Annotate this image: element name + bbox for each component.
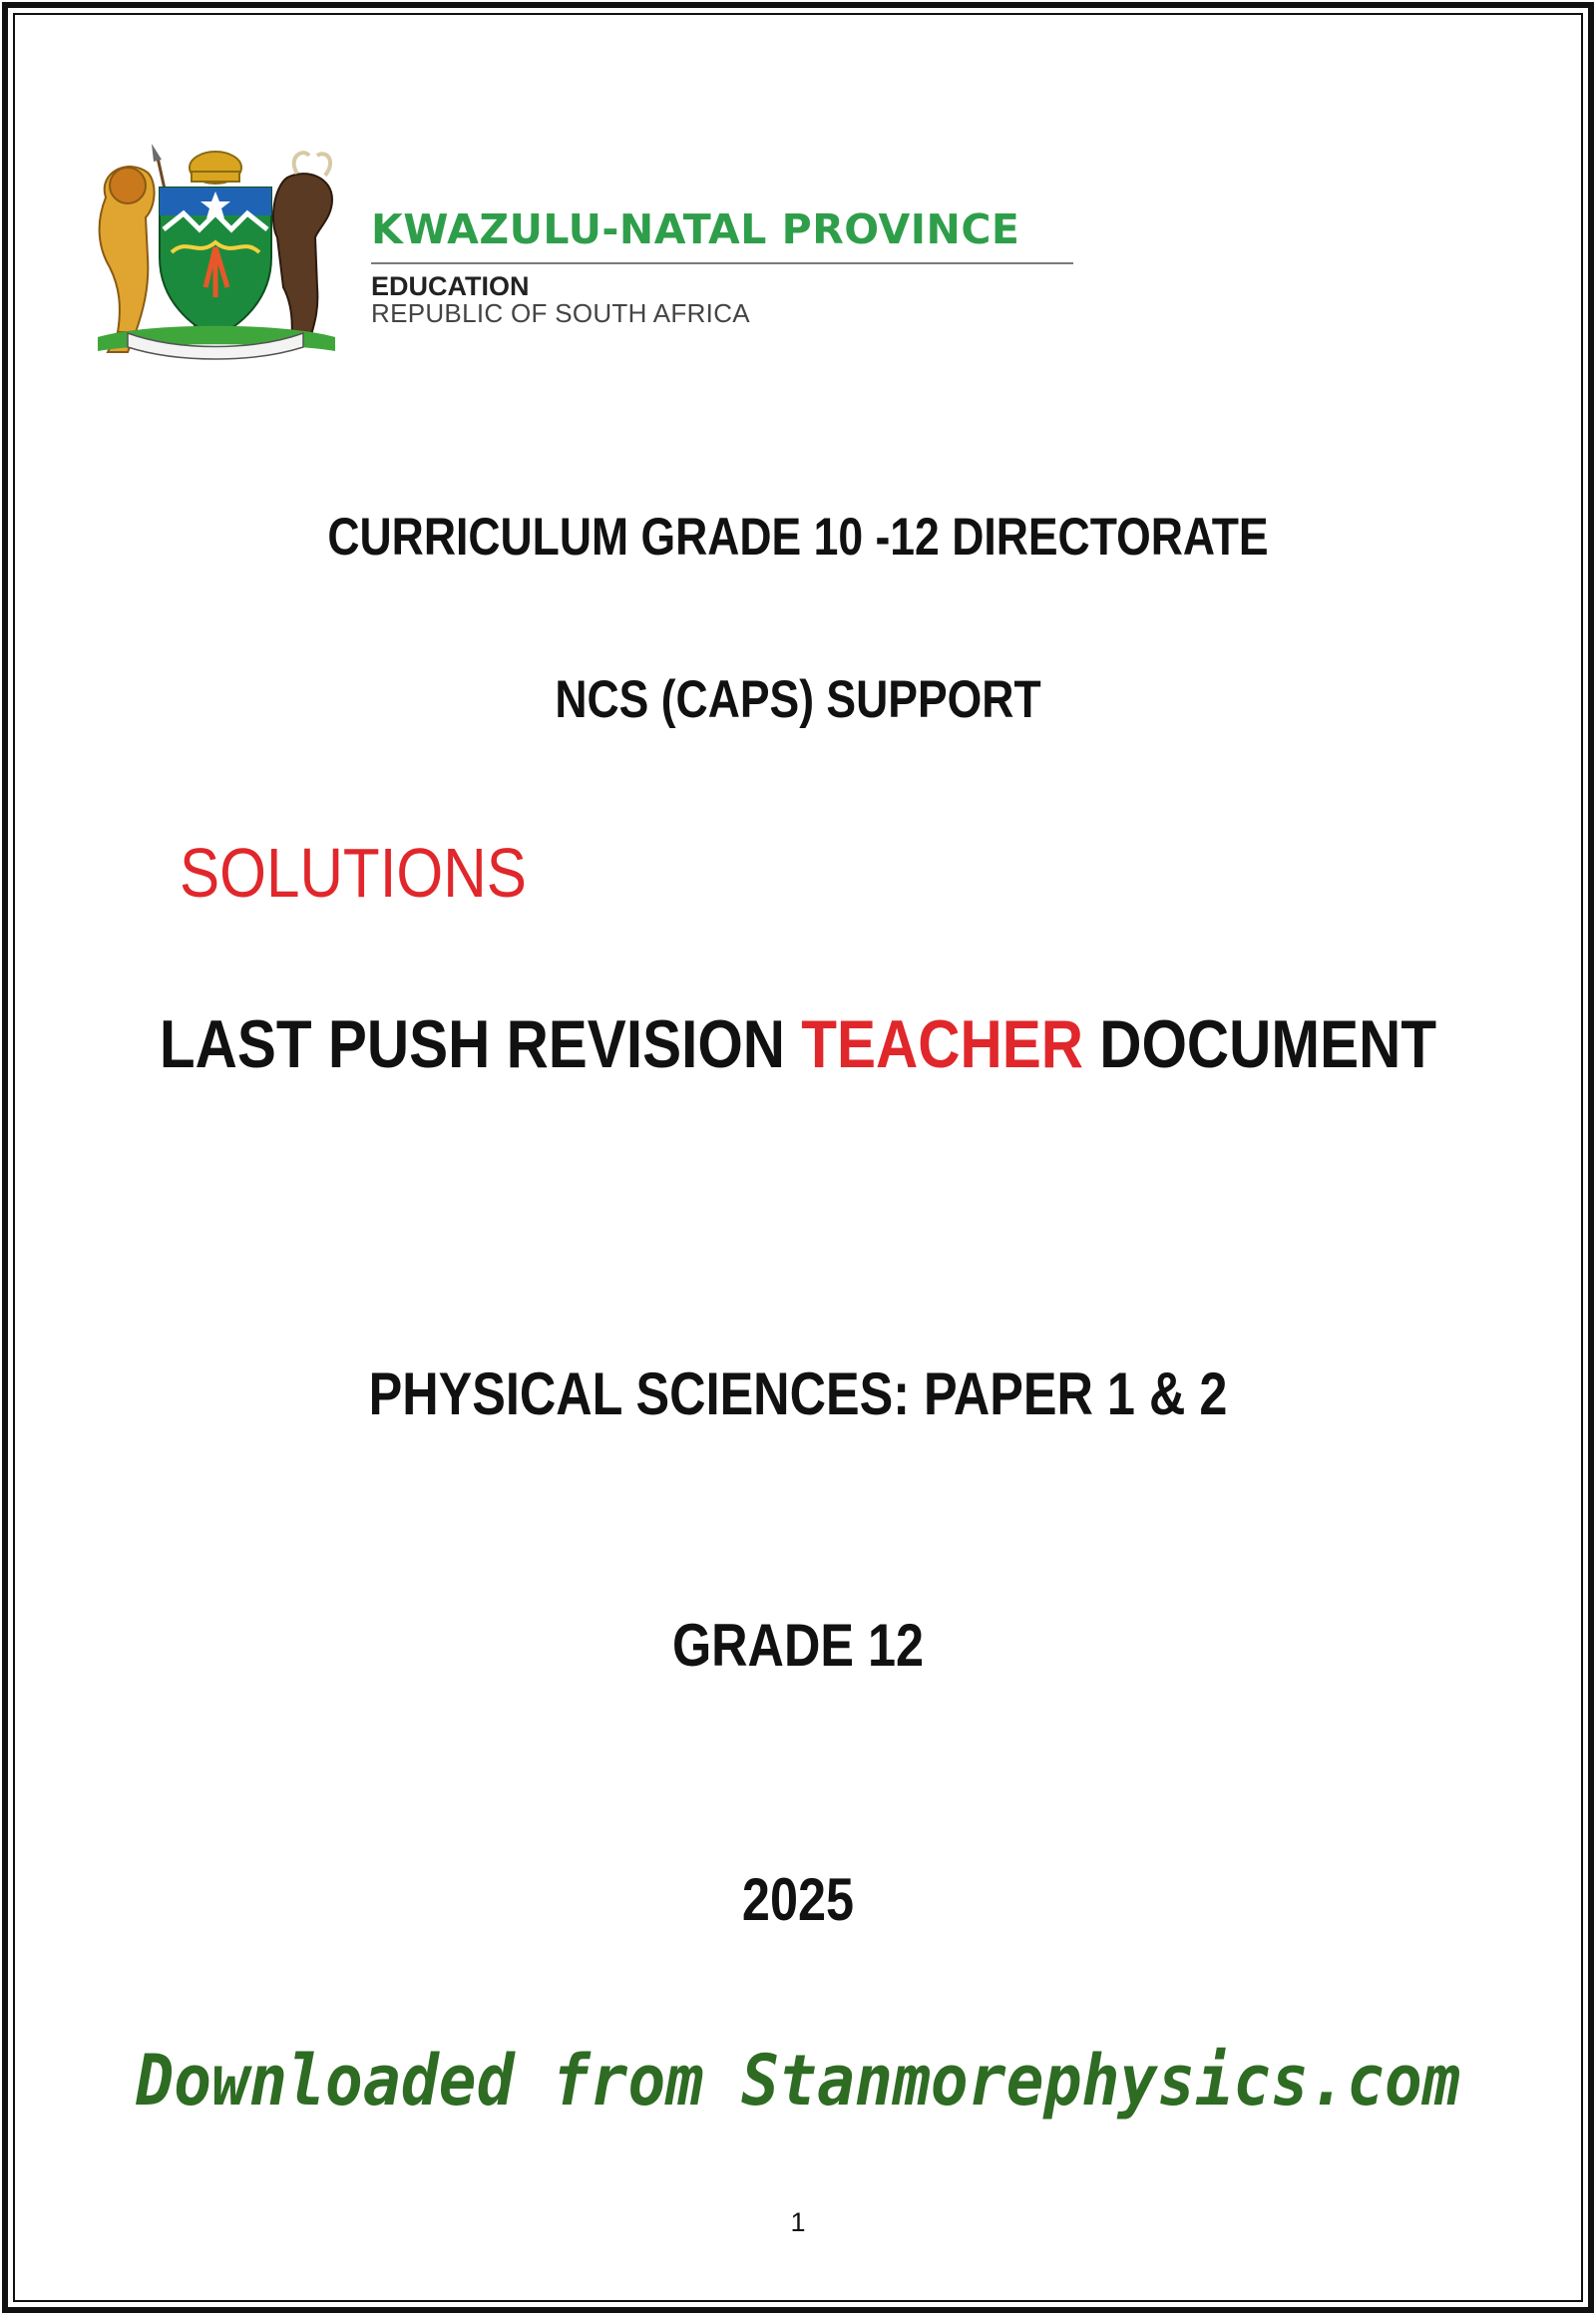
support-heading: NCS (CAPS) SUPPORT	[555, 670, 1041, 729]
download-watermark: Downloaded from Stanmorephysics.com	[136, 2040, 1460, 2122]
page-number: 1	[790, 2207, 806, 2237]
department-name: EDUCATION	[371, 271, 530, 301]
lion-supporter	[100, 167, 155, 352]
coat-of-arms-logo	[88, 138, 343, 367]
country-name: REPUBLIC OF SOUTH AFRICA	[371, 298, 750, 329]
year-heading: 2025	[741, 1866, 855, 1933]
department-logo-text	[371, 205, 1075, 329]
buffalo-supporter	[273, 153, 332, 342]
spear-tip	[152, 144, 162, 162]
subject-heading: PHYSICAL SCIENCES: PAPER 1 & 2	[368, 1360, 1228, 1427]
grade-heading: GRADE 12	[671, 1612, 925, 1679]
title-suffix: DOCUMENT	[1082, 1006, 1437, 1082]
document-title	[112, 1005, 1484, 1083]
province-name: KWAZULU-NATAL PROVINCE	[371, 205, 1020, 253]
solutions-label: SOLUTIONS	[180, 834, 527, 912]
title-prefix: LAST PUSH REVISION	[159, 1006, 802, 1082]
logo-divider	[371, 262, 1073, 264]
crown	[190, 152, 241, 184]
shield	[160, 188, 271, 337]
directorate-heading: CURRICULUM GRADE 10 -12 DIRECTORATE	[327, 508, 1269, 567]
title-highlight: TEACHER	[801, 1006, 1083, 1082]
